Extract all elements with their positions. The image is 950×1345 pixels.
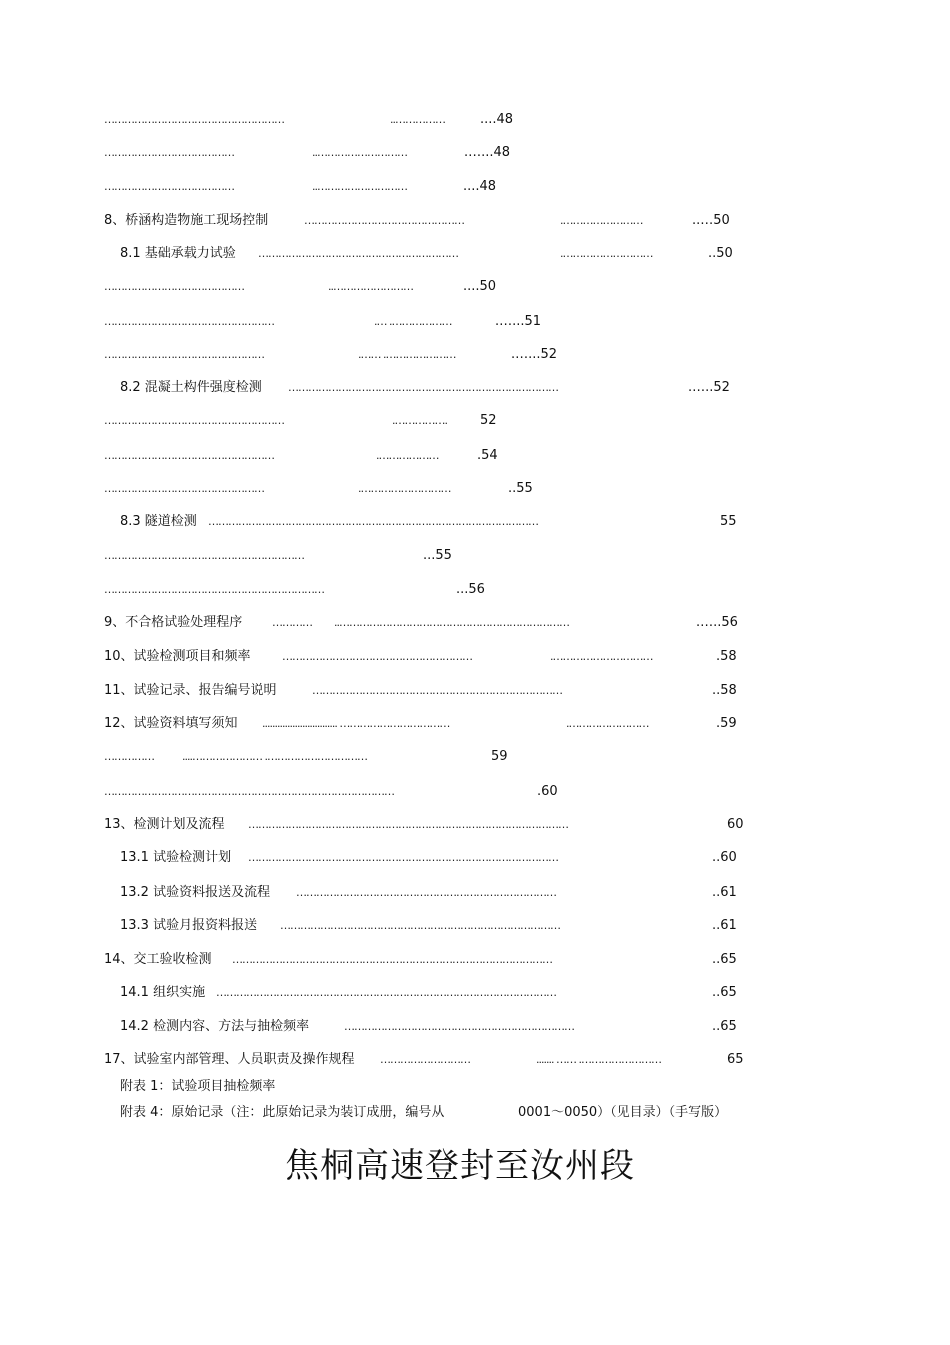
toc-entry[interactable]: [0, 681, 950, 701]
toc-leader-dots: .………………………: [560, 247, 653, 260]
toc-leader-dots: ………………………………………………………………………: [288, 381, 558, 394]
toc-entry-label: 12、试验资料填写须知: [104, 716, 238, 731]
appendix-4-extra: [518, 1103, 727, 1123]
toc-entry-label: 8.1 基础承载力试验: [120, 246, 236, 261]
toc-leader-dots: .……………………: [560, 214, 643, 227]
toc-leader-dots: ..………………………: [312, 180, 407, 193]
toc-entry-label: 11、试验记录、报告编号说明: [104, 683, 277, 698]
toc-entry-label: 13、检测计划及流程: [104, 817, 225, 832]
toc-entry[interactable]: [0, 378, 950, 398]
toc-page-number: ..65: [712, 985, 737, 1000]
toc-leader-dots: ……………………………………………………………………………………: [248, 818, 568, 831]
toc-leader-dots: .……………………: [566, 717, 649, 730]
toc-entry[interactable]: [0, 512, 950, 532]
toc-leader-dots: ..……………: [390, 113, 445, 126]
toc-leader-dots: ……………………………………………………………………: [296, 886, 556, 899]
toc-entry[interactable]: [0, 244, 950, 264]
toc-page-number: ..60: [712, 850, 737, 865]
appendix-1-label: 附表 1：试验项目抽检频率: [120, 1079, 276, 1094]
toc-page-number: .58: [716, 649, 737, 664]
toc-page-number: ....48: [463, 179, 497, 194]
toc-leader-dots: ……………………………………………………: [258, 247, 458, 260]
toc-page-number: .59: [716, 716, 737, 731]
toc-page-number: ....50: [463, 279, 497, 294]
toc-leader-dots: …………………………………: [104, 146, 234, 159]
toc-leader-dots: ………………………: [380, 1053, 470, 1066]
toc-entry[interactable]: [0, 782, 950, 802]
toc-entry[interactable]: [0, 916, 950, 936]
appendix-4: [120, 1103, 444, 1123]
toc-page-number: ..61: [712, 885, 737, 900]
toc-entry[interactable]: [0, 345, 950, 365]
toc-leader-dots: ……………………………………………………………………………………: [232, 953, 552, 966]
toc-page-number: 60: [727, 817, 744, 832]
toc-entry[interactable]: [0, 883, 950, 903]
toc-leader-dots: .…… .…………………: [358, 348, 456, 361]
toc-leader-dots: ..……………………………………………………………: [334, 616, 569, 629]
toc-entry[interactable]: [0, 312, 950, 332]
toc-entry[interactable]: [0, 211, 950, 231]
toc-leader-dots: ....... …… .……………………: [536, 1053, 661, 1066]
appendix-4-extra-text: 0001～0050）（见目录）（手写版）: [518, 1105, 728, 1120]
toc-entry-label: 8.2 混凝土构件强度检测: [120, 380, 262, 395]
toc-entry[interactable]: [0, 110, 950, 130]
toc-leader-dots: …………………………………………………: [282, 650, 472, 663]
toc-entry[interactable]: [0, 815, 950, 835]
toc-leader-dots: ………………………………………………: [104, 414, 284, 427]
toc-page-number: 65: [727, 1052, 744, 1067]
toc-entry-label: 14.1 组织实施: [120, 985, 206, 1000]
toc-leader-dots: …………………………………………………………………………: [280, 919, 560, 932]
toc-leader-dots: …………………………………………: [104, 482, 264, 495]
toc-page-number: ..61: [712, 918, 737, 933]
toc-leader-dots: .… .………………: [374, 315, 452, 328]
toc-entry[interactable]: [0, 950, 950, 970]
toc-entry[interactable]: [0, 1050, 950, 1070]
toc-page-number: .…...52: [511, 347, 558, 362]
toc-page-number: ...55: [423, 548, 452, 563]
appendix-1: [120, 1077, 275, 1097]
toc-leader-dots: ……………………………………………………………: [344, 1020, 574, 1033]
toc-entry[interactable]: [0, 848, 950, 868]
toc-page-number: ..55: [508, 481, 533, 496]
toc-leader-dots: …………………………………………………………………………………: [248, 851, 558, 864]
toc-leader-dots: ....………………… .…………………………: [182, 750, 367, 763]
toc-entry[interactable]: [0, 1017, 950, 1037]
toc-leader-dots: .………………: [376, 449, 439, 462]
toc-leader-dots: ..………………………: [312, 146, 407, 159]
toc-page-number: ..…50: [692, 213, 730, 228]
toc-entry[interactable]: [0, 479, 950, 499]
toc-leader-dots: .………………………: [358, 482, 451, 495]
toc-leader-dots: ……………: [104, 750, 154, 763]
toc-page-number: 55: [720, 514, 737, 529]
toc-entry[interactable]: [0, 983, 950, 1003]
toc-entry[interactable]: [0, 446, 950, 466]
toc-page-number: ....48: [480, 112, 514, 127]
toc-page-number: ..58: [712, 683, 737, 698]
toc-leader-dots: …………………………………………………………: [104, 583, 324, 596]
toc-entry-label: 13.2 试验资料报送及流程: [120, 885, 271, 900]
toc-entry-label: 14.2 检测内容、方法与抽检频率: [120, 1019, 310, 1034]
toc-leader-dots: …………………………………: [104, 180, 234, 193]
toc-entry-label: 17、试验室内部管理、人员职责及操作规程: [104, 1052, 355, 1067]
toc-page-number: .60: [537, 784, 558, 799]
toc-page-number: ..65: [712, 952, 737, 967]
toc-leader-dots: ……………………………………: [104, 280, 244, 293]
toc-entry-label: 14、交工验收检测: [104, 952, 212, 967]
toc-page-number: .…..56: [696, 615, 738, 630]
toc-leader-dots: ………………………………………………………………………………………: [208, 515, 538, 528]
toc-leader-dots: ……………………………………………………………………………: [104, 785, 394, 798]
toc-entry[interactable]: [0, 143, 950, 163]
toc-entry[interactable]: [0, 647, 950, 667]
toc-page-number: .…...51: [495, 314, 542, 329]
toc-entry[interactable]: [0, 546, 950, 566]
toc-leader-dots: .…………….: [392, 414, 447, 427]
toc-leader-dots: …………………………………………: [104, 348, 264, 361]
toc-leader-dots: .............................. ……………………………: [262, 717, 450, 730]
toc-entry[interactable]: [0, 411, 950, 431]
toc-page-number: .54: [477, 448, 498, 463]
toc-entry[interactable]: [0, 177, 950, 197]
toc-leader-dots: …………………………………………………………………: [312, 684, 562, 697]
toc-entry-label: 8、桥涵构造物施工现场控制: [104, 213, 269, 228]
toc-entry[interactable]: [0, 747, 950, 767]
toc-page-number: 52: [480, 413, 497, 428]
toc-page-number: ...56: [456, 582, 485, 597]
toc-page-number: ..65: [712, 1019, 737, 1034]
toc-entry[interactable]: [0, 714, 950, 734]
toc-entry-label: 9、不合格试验处理程序: [104, 615, 243, 630]
toc-entry[interactable]: [0, 277, 950, 297]
toc-leader-dots: ………………………………………………: [104, 113, 284, 126]
document-title: 焦桐高速登封至汝州段: [285, 1146, 635, 1186]
toc-entry-label: 8.3 隧道检测: [120, 514, 197, 529]
toc-page-number: .…...48: [464, 145, 511, 160]
toc-page-number: ..50: [708, 246, 733, 261]
toc-leader-dots: …………………………………………: [304, 214, 464, 227]
toc-page-number: .…..52: [688, 380, 730, 395]
toc-leader-dots: ……………………………………………: [104, 315, 274, 328]
toc-entry-label: 13.3 试验月报资料报送: [120, 918, 258, 933]
toc-entry[interactable]: [0, 613, 950, 633]
appendix-4-label: 附表 4：原始记录（注：此原始记录为装订成册，编号从: [120, 1105, 445, 1120]
toc-leader-dots: .…………………………: [550, 650, 653, 663]
toc-leader-dots: …………………………………………………………………………………………: [216, 986, 556, 999]
toc-leader-dots: …………: [272, 616, 312, 629]
toc-entry[interactable]: [0, 580, 950, 600]
toc-page-number: 59: [491, 749, 508, 764]
toc-leader-dots: ……………………………………………: [104, 449, 274, 462]
toc-leader-dots: ……………………………………………………: [104, 549, 304, 562]
toc-leader-dots: ..……………………: [328, 280, 413, 293]
toc-entry-label: 13.1 试验检测计划: [120, 850, 232, 865]
toc-entry-label: 10、试验检测项目和频率: [104, 649, 251, 664]
